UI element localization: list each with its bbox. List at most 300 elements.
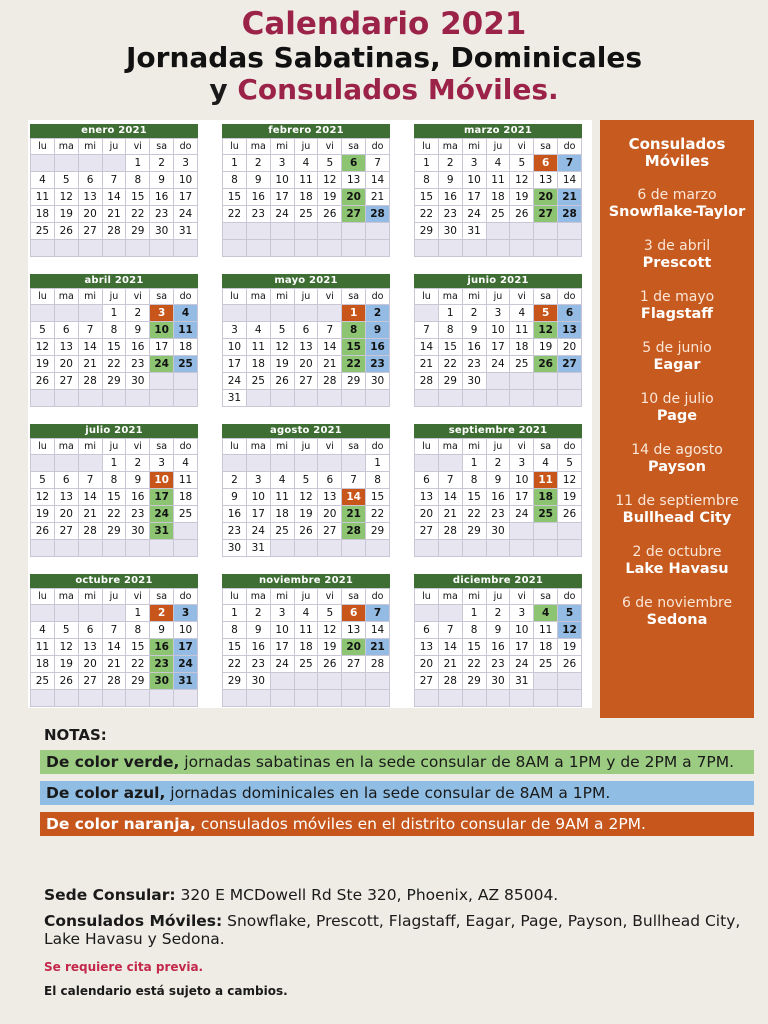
- calendar-day: 21: [438, 506, 462, 523]
- empty-day-cell: [486, 223, 510, 240]
- empty-day-cell: [486, 690, 510, 707]
- empty-day-cell: [31, 390, 55, 407]
- calendar-day: 9: [438, 172, 462, 189]
- calendar-day: 29: [102, 523, 126, 540]
- calendar-day: 27: [558, 356, 582, 373]
- empty-day-cell: [270, 673, 294, 690]
- month-name: noviembre 2021: [222, 574, 390, 588]
- calendar-day: 15: [126, 639, 150, 656]
- calendar-day: 12: [318, 622, 342, 639]
- weekday-label: lu: [415, 439, 439, 455]
- calendar-day: 14: [78, 339, 102, 356]
- empty-day-cell: [438, 540, 462, 557]
- weekday-label: do: [366, 289, 390, 305]
- calendar-day: 8: [223, 172, 247, 189]
- empty-day-cell: [318, 390, 342, 407]
- calendar-day: 13: [342, 622, 366, 639]
- weekday-label: sa: [150, 139, 174, 155]
- calendar-day: 6: [54, 322, 78, 339]
- calendar-day: 4: [486, 155, 510, 172]
- calendar-day: 19: [318, 639, 342, 656]
- title-block: [0, 0, 768, 106]
- empty-day-cell: [510, 523, 534, 540]
- calendar-day: 12: [31, 339, 55, 356]
- calendar-day: 10: [510, 622, 534, 639]
- empty-day-cell: [558, 690, 582, 707]
- calendar-day: 22: [126, 206, 150, 223]
- weekday-label: vi: [318, 589, 342, 605]
- calendar-day: 11: [294, 172, 318, 189]
- calendar-day: 13: [78, 189, 102, 206]
- calendar-day: 16: [438, 189, 462, 206]
- calendar-day: 6: [415, 622, 439, 639]
- calendar-day: 31: [150, 523, 174, 540]
- weekday-label: vi: [510, 439, 534, 455]
- calendar-day: 11: [294, 622, 318, 639]
- weekday-label: do: [174, 289, 198, 305]
- calendar-day: 28: [438, 523, 462, 540]
- calendar-grid: [28, 120, 592, 708]
- weekday-label: mi: [78, 439, 102, 455]
- note-orange-label: De color naranja,: [46, 815, 196, 833]
- calendar-day: 25: [31, 223, 55, 240]
- calendar-day: 17: [270, 639, 294, 656]
- month-calendar: [30, 574, 198, 707]
- mobile-consulates-list: [600, 187, 754, 629]
- calendar-day: 10: [174, 172, 198, 189]
- calendar-day: 9: [126, 472, 150, 489]
- calendar-day: 20: [342, 639, 366, 656]
- calendar-day: 17: [486, 339, 510, 356]
- calendar-day: 27: [54, 523, 78, 540]
- empty-day-cell: [270, 305, 294, 322]
- weekday-label: do: [174, 139, 198, 155]
- calendar-day: 24: [174, 656, 198, 673]
- empty-day-cell: [31, 305, 55, 322]
- calendar-day: 18: [294, 189, 318, 206]
- weekday-label: sa: [342, 439, 366, 455]
- month-calendar: [414, 274, 582, 407]
- calendar-day: 2: [486, 605, 510, 622]
- calendar-day: 13: [415, 639, 439, 656]
- calendar-day: 20: [415, 506, 439, 523]
- calendar-day: 9: [246, 622, 270, 639]
- calendar-day: 26: [558, 506, 582, 523]
- calendar-day: 13: [558, 322, 582, 339]
- empty-day-cell: [150, 690, 174, 707]
- mobile-consulates-heading: Consulados Móviles: [628, 135, 726, 170]
- calendar-day: 12: [270, 339, 294, 356]
- calendar-day: 8: [223, 622, 247, 639]
- calendar-day: 2: [366, 305, 390, 322]
- empty-day-cell: [294, 223, 318, 240]
- calendar-day: 7: [438, 472, 462, 489]
- calendar-day: 14: [366, 622, 390, 639]
- empty-day-cell: [486, 373, 510, 390]
- calendar-day: 15: [462, 639, 486, 656]
- mobile-consulate-date: 6 de noviembre: [621, 595, 733, 611]
- month-calendar: [30, 124, 198, 257]
- weekday-label: mi: [462, 139, 486, 155]
- note-blue-label: De color azul,: [46, 784, 166, 802]
- calendar-day: 1: [366, 455, 390, 472]
- calendar-day: 8: [342, 322, 366, 339]
- calendar-day: 24: [270, 656, 294, 673]
- empty-day-cell: [366, 223, 390, 240]
- calendar-day: 30: [150, 673, 174, 690]
- empty-day-cell: [223, 305, 247, 322]
- calendar-day: 1: [102, 305, 126, 322]
- calendar-day: 7: [438, 622, 462, 639]
- empty-day-cell: [510, 390, 534, 407]
- empty-day-cell: [462, 540, 486, 557]
- mobile-consulate-entry: [600, 238, 754, 272]
- calendar-day: 27: [78, 223, 102, 240]
- empty-day-cell: [534, 673, 558, 690]
- calendar-day: 27: [415, 673, 439, 690]
- mobile-consulate-place: Lake Havasu: [625, 561, 729, 577]
- calendar-day: 13: [415, 489, 439, 506]
- empty-day-cell: [150, 373, 174, 390]
- calendar-day: 3: [174, 605, 198, 622]
- note-orange-text: consulados móviles en el distrito consular de 9AM a 2PM.: [195, 815, 646, 833]
- calendar-day: 16: [486, 489, 510, 506]
- calendar-day: 30: [462, 373, 486, 390]
- empty-day-cell: [150, 390, 174, 407]
- calendar-day: 25: [294, 656, 318, 673]
- weekday-label: ju: [102, 139, 126, 155]
- empty-day-cell: [318, 305, 342, 322]
- calendar-day: 9: [150, 622, 174, 639]
- page-title: Calendario 2021: [241, 6, 527, 42]
- calendar-day: 2: [126, 455, 150, 472]
- weekday-label: vi: [318, 289, 342, 305]
- calendar-day: 12: [558, 622, 582, 639]
- calendar-day: 30: [126, 523, 150, 540]
- appointment-notice: Se requiere cita previa.: [44, 960, 204, 974]
- month-name: septiembre 2021: [414, 424, 582, 438]
- calendar-day: 29: [462, 673, 486, 690]
- calendar-day: 21: [102, 206, 126, 223]
- calendar-day: 3: [486, 305, 510, 322]
- calendar-day: 26: [54, 673, 78, 690]
- empty-day-cell: [174, 523, 198, 540]
- calendar-day: 5: [558, 605, 582, 622]
- calendar-day: 1: [126, 605, 150, 622]
- empty-day-cell: [54, 540, 78, 557]
- calendar-day: 4: [294, 605, 318, 622]
- calendar-day: 22: [415, 206, 439, 223]
- page-subtitle: Jornadas Sabatinas, Dominicales: [125, 41, 643, 74]
- mobile-consulate-place: Payson: [648, 459, 706, 475]
- empty-day-cell: [223, 690, 247, 707]
- calendar-day: 28: [102, 223, 126, 240]
- empty-day-cell: [318, 690, 342, 707]
- calendar-day: 10: [462, 172, 486, 189]
- calendar-day: 17: [462, 189, 486, 206]
- weekday-label: vi: [318, 439, 342, 455]
- calendar-day: 6: [318, 472, 342, 489]
- calendar-day: 6: [294, 322, 318, 339]
- calendar-day: 29: [366, 523, 390, 540]
- calendar-day: 21: [78, 356, 102, 373]
- empty-day-cell: [318, 223, 342, 240]
- empty-day-cell: [31, 540, 55, 557]
- mobile-consulate-date: 14 de agosto: [631, 442, 723, 458]
- calendar-day: 26: [31, 523, 55, 540]
- weekday-label: vi: [126, 289, 150, 305]
- weekday-label: do: [558, 589, 582, 605]
- calendar-day: 3: [150, 455, 174, 472]
- empty-day-cell: [174, 690, 198, 707]
- weekday-label: sa: [534, 289, 558, 305]
- month-name: marzo 2021: [414, 124, 582, 138]
- calendar-day: 1: [342, 305, 366, 322]
- calendar-day: 20: [78, 206, 102, 223]
- mobile-consulate-place: Bullhead City: [622, 510, 732, 526]
- empty-day-cell: [415, 305, 439, 322]
- calendar-day: 7: [78, 472, 102, 489]
- mobile-consulate-date: 3 de abril: [643, 238, 711, 254]
- weekday-label: do: [558, 289, 582, 305]
- empty-day-cell: [342, 223, 366, 240]
- calendar-day: 3: [174, 155, 198, 172]
- calendar-day: 16: [462, 339, 486, 356]
- month-calendar: [414, 124, 582, 257]
- weekday-label: ju: [102, 589, 126, 605]
- weekday-label: ma: [54, 439, 78, 455]
- weekday-label: ma: [246, 589, 270, 605]
- weekday-label: sa: [534, 139, 558, 155]
- calendar-day: 29: [415, 223, 439, 240]
- weekday-label: vi: [126, 589, 150, 605]
- month-name: octubre 2021: [30, 574, 198, 588]
- calendar-day: 6: [342, 155, 366, 172]
- month-calendar: [222, 124, 390, 257]
- weekday-label: mi: [270, 139, 294, 155]
- calendar-day: 15: [342, 339, 366, 356]
- calendar-day: 26: [558, 656, 582, 673]
- calendar-day: 18: [31, 656, 55, 673]
- empty-day-cell: [510, 223, 534, 240]
- calendar-day: 5: [54, 622, 78, 639]
- empty-day-cell: [415, 690, 439, 707]
- calendar-day: 9: [150, 172, 174, 189]
- weekday-label: do: [558, 439, 582, 455]
- calendar-day: 4: [270, 472, 294, 489]
- calendar-day: 5: [318, 605, 342, 622]
- weekday-label: sa: [534, 589, 558, 605]
- calendar-day: 23: [438, 206, 462, 223]
- empty-day-cell: [438, 690, 462, 707]
- calendar-day: 22: [366, 506, 390, 523]
- calendar-day: 20: [342, 189, 366, 206]
- calendar-day: 11: [31, 639, 55, 656]
- calendar-day: 23: [462, 356, 486, 373]
- empty-day-cell: [415, 540, 439, 557]
- calendar-day: 23: [486, 656, 510, 673]
- calendar-day: 31: [510, 673, 534, 690]
- calendar-day: 15: [415, 189, 439, 206]
- calendar-day: 24: [270, 206, 294, 223]
- calendar-day: 27: [54, 373, 78, 390]
- calendar-day: 12: [294, 489, 318, 506]
- calendar-day: 16: [246, 189, 270, 206]
- subtitle-highlight: Consulados Móviles.: [237, 73, 559, 106]
- calendar-day: 14: [102, 189, 126, 206]
- empty-day-cell: [246, 690, 270, 707]
- empty-day-cell: [318, 673, 342, 690]
- note-blue-text: jornadas dominicales en la sede consular de 8AM a 1PM.: [165, 784, 611, 802]
- weekday-label: vi: [126, 139, 150, 155]
- calendar-day: 23: [150, 656, 174, 673]
- empty-day-cell: [150, 540, 174, 557]
- calendar-day: 25: [486, 206, 510, 223]
- calendar-day: 1: [462, 605, 486, 622]
- calendar-day: 13: [294, 339, 318, 356]
- calendar-day: 6: [415, 472, 439, 489]
- calendar-day: 29: [223, 673, 247, 690]
- empty-day-cell: [54, 455, 78, 472]
- calendar-day: 5: [558, 455, 582, 472]
- weekday-label: vi: [510, 589, 534, 605]
- empty-day-cell: [223, 223, 247, 240]
- empty-day-cell: [174, 390, 198, 407]
- month-calendar: [414, 574, 582, 707]
- empty-day-cell: [78, 690, 102, 707]
- weekday-label: lu: [31, 439, 55, 455]
- calendar-day: 4: [31, 622, 55, 639]
- weekday-label: do: [366, 439, 390, 455]
- empty-day-cell: [126, 690, 150, 707]
- calendar-day: 10: [486, 322, 510, 339]
- empty-day-cell: [31, 690, 55, 707]
- empty-day-cell: [342, 390, 366, 407]
- weekday-label: sa: [342, 589, 366, 605]
- empty-day-cell: [54, 240, 78, 257]
- weekday-label: lu: [31, 139, 55, 155]
- calendar-day: 19: [54, 206, 78, 223]
- empty-day-cell: [415, 605, 439, 622]
- calendar-day: 21: [78, 506, 102, 523]
- calendar-day: 25: [534, 656, 558, 673]
- calendar-day: 11: [246, 339, 270, 356]
- calendar-day: 10: [270, 172, 294, 189]
- calendar-day: 8: [462, 622, 486, 639]
- empty-day-cell: [342, 673, 366, 690]
- mobile-consulate-entry: [600, 493, 754, 527]
- empty-day-cell: [54, 605, 78, 622]
- empty-day-cell: [534, 390, 558, 407]
- mobile-consulate-date: 11 de septiembre: [615, 493, 739, 509]
- weekday-label: ju: [486, 139, 510, 155]
- weekday-label: ma: [438, 139, 462, 155]
- calendar-day: 23: [246, 206, 270, 223]
- empty-day-cell: [342, 455, 366, 472]
- calendar-day: 29: [462, 523, 486, 540]
- calendar-day: 14: [438, 489, 462, 506]
- weekday-label: sa: [342, 139, 366, 155]
- weekday-label: ju: [486, 589, 510, 605]
- calendar-day: 5: [318, 155, 342, 172]
- empty-day-cell: [462, 690, 486, 707]
- month-name: abril 2021: [30, 274, 198, 288]
- month-name: agosto 2021: [222, 424, 390, 438]
- mobile-consulate-place: Page: [656, 408, 698, 424]
- calendar-day: 17: [270, 189, 294, 206]
- weekday-label: mi: [462, 439, 486, 455]
- calendar-day: 23: [366, 356, 390, 373]
- calendar-day: 4: [534, 455, 558, 472]
- calendar-day: 25: [246, 373, 270, 390]
- calendar-day: 13: [54, 489, 78, 506]
- calendar-day: 29: [126, 223, 150, 240]
- calendar-day: 12: [510, 172, 534, 189]
- calendar-day: 12: [318, 172, 342, 189]
- calendar-day: 24: [510, 656, 534, 673]
- calendar-day: 15: [438, 339, 462, 356]
- calendar-day: 19: [534, 339, 558, 356]
- month-name: junio 2021: [414, 274, 582, 288]
- weekday-label: ju: [294, 139, 318, 155]
- mobile-consulate-place: Sedona: [646, 612, 708, 628]
- calendar-day: 22: [126, 656, 150, 673]
- empty-day-cell: [126, 540, 150, 557]
- weekday-label: lu: [223, 439, 247, 455]
- moviles-label: Consulados Móviles:: [44, 912, 223, 930]
- calendar-day: 30: [438, 223, 462, 240]
- calendar-day: 22: [462, 656, 486, 673]
- calendar-day: 3: [150, 305, 174, 322]
- weekday-label: ma: [54, 139, 78, 155]
- empty-day-cell: [102, 155, 126, 172]
- calendar-day: 29: [342, 373, 366, 390]
- empty-day-cell: [366, 673, 390, 690]
- calendar-day: 14: [102, 639, 126, 656]
- calendar-day: 21: [366, 639, 390, 656]
- empty-day-cell: [558, 523, 582, 540]
- weekday-label: mi: [462, 289, 486, 305]
- weekday-label: ju: [486, 439, 510, 455]
- empty-day-cell: [294, 390, 318, 407]
- calendar-day: 14: [415, 339, 439, 356]
- mobile-consulate-entry: [600, 442, 754, 476]
- calendar-day: 12: [534, 322, 558, 339]
- calendar-day: 14: [366, 172, 390, 189]
- weekday-label: sa: [150, 589, 174, 605]
- calendar-day: 11: [534, 622, 558, 639]
- calendar-day: 17: [150, 339, 174, 356]
- calendar-day: 24: [150, 356, 174, 373]
- calendar-day: 24: [510, 506, 534, 523]
- calendar-day: 27: [415, 523, 439, 540]
- calendar-day: 17: [223, 356, 247, 373]
- calendar-day: 2: [246, 155, 270, 172]
- calendar-day: 22: [223, 656, 247, 673]
- calendar-day: 8: [126, 172, 150, 189]
- empty-day-cell: [246, 390, 270, 407]
- empty-day-cell: [150, 240, 174, 257]
- weekday-label: mi: [270, 589, 294, 605]
- empty-day-cell: [174, 240, 198, 257]
- mobile-consulate-entry: [600, 289, 754, 323]
- empty-day-cell: [223, 455, 247, 472]
- calendar-day: 9: [366, 322, 390, 339]
- month-name: mayo 2021: [222, 274, 390, 288]
- empty-day-cell: [534, 523, 558, 540]
- empty-day-cell: [342, 690, 366, 707]
- page-subtitle-line3: [0, 74, 768, 106]
